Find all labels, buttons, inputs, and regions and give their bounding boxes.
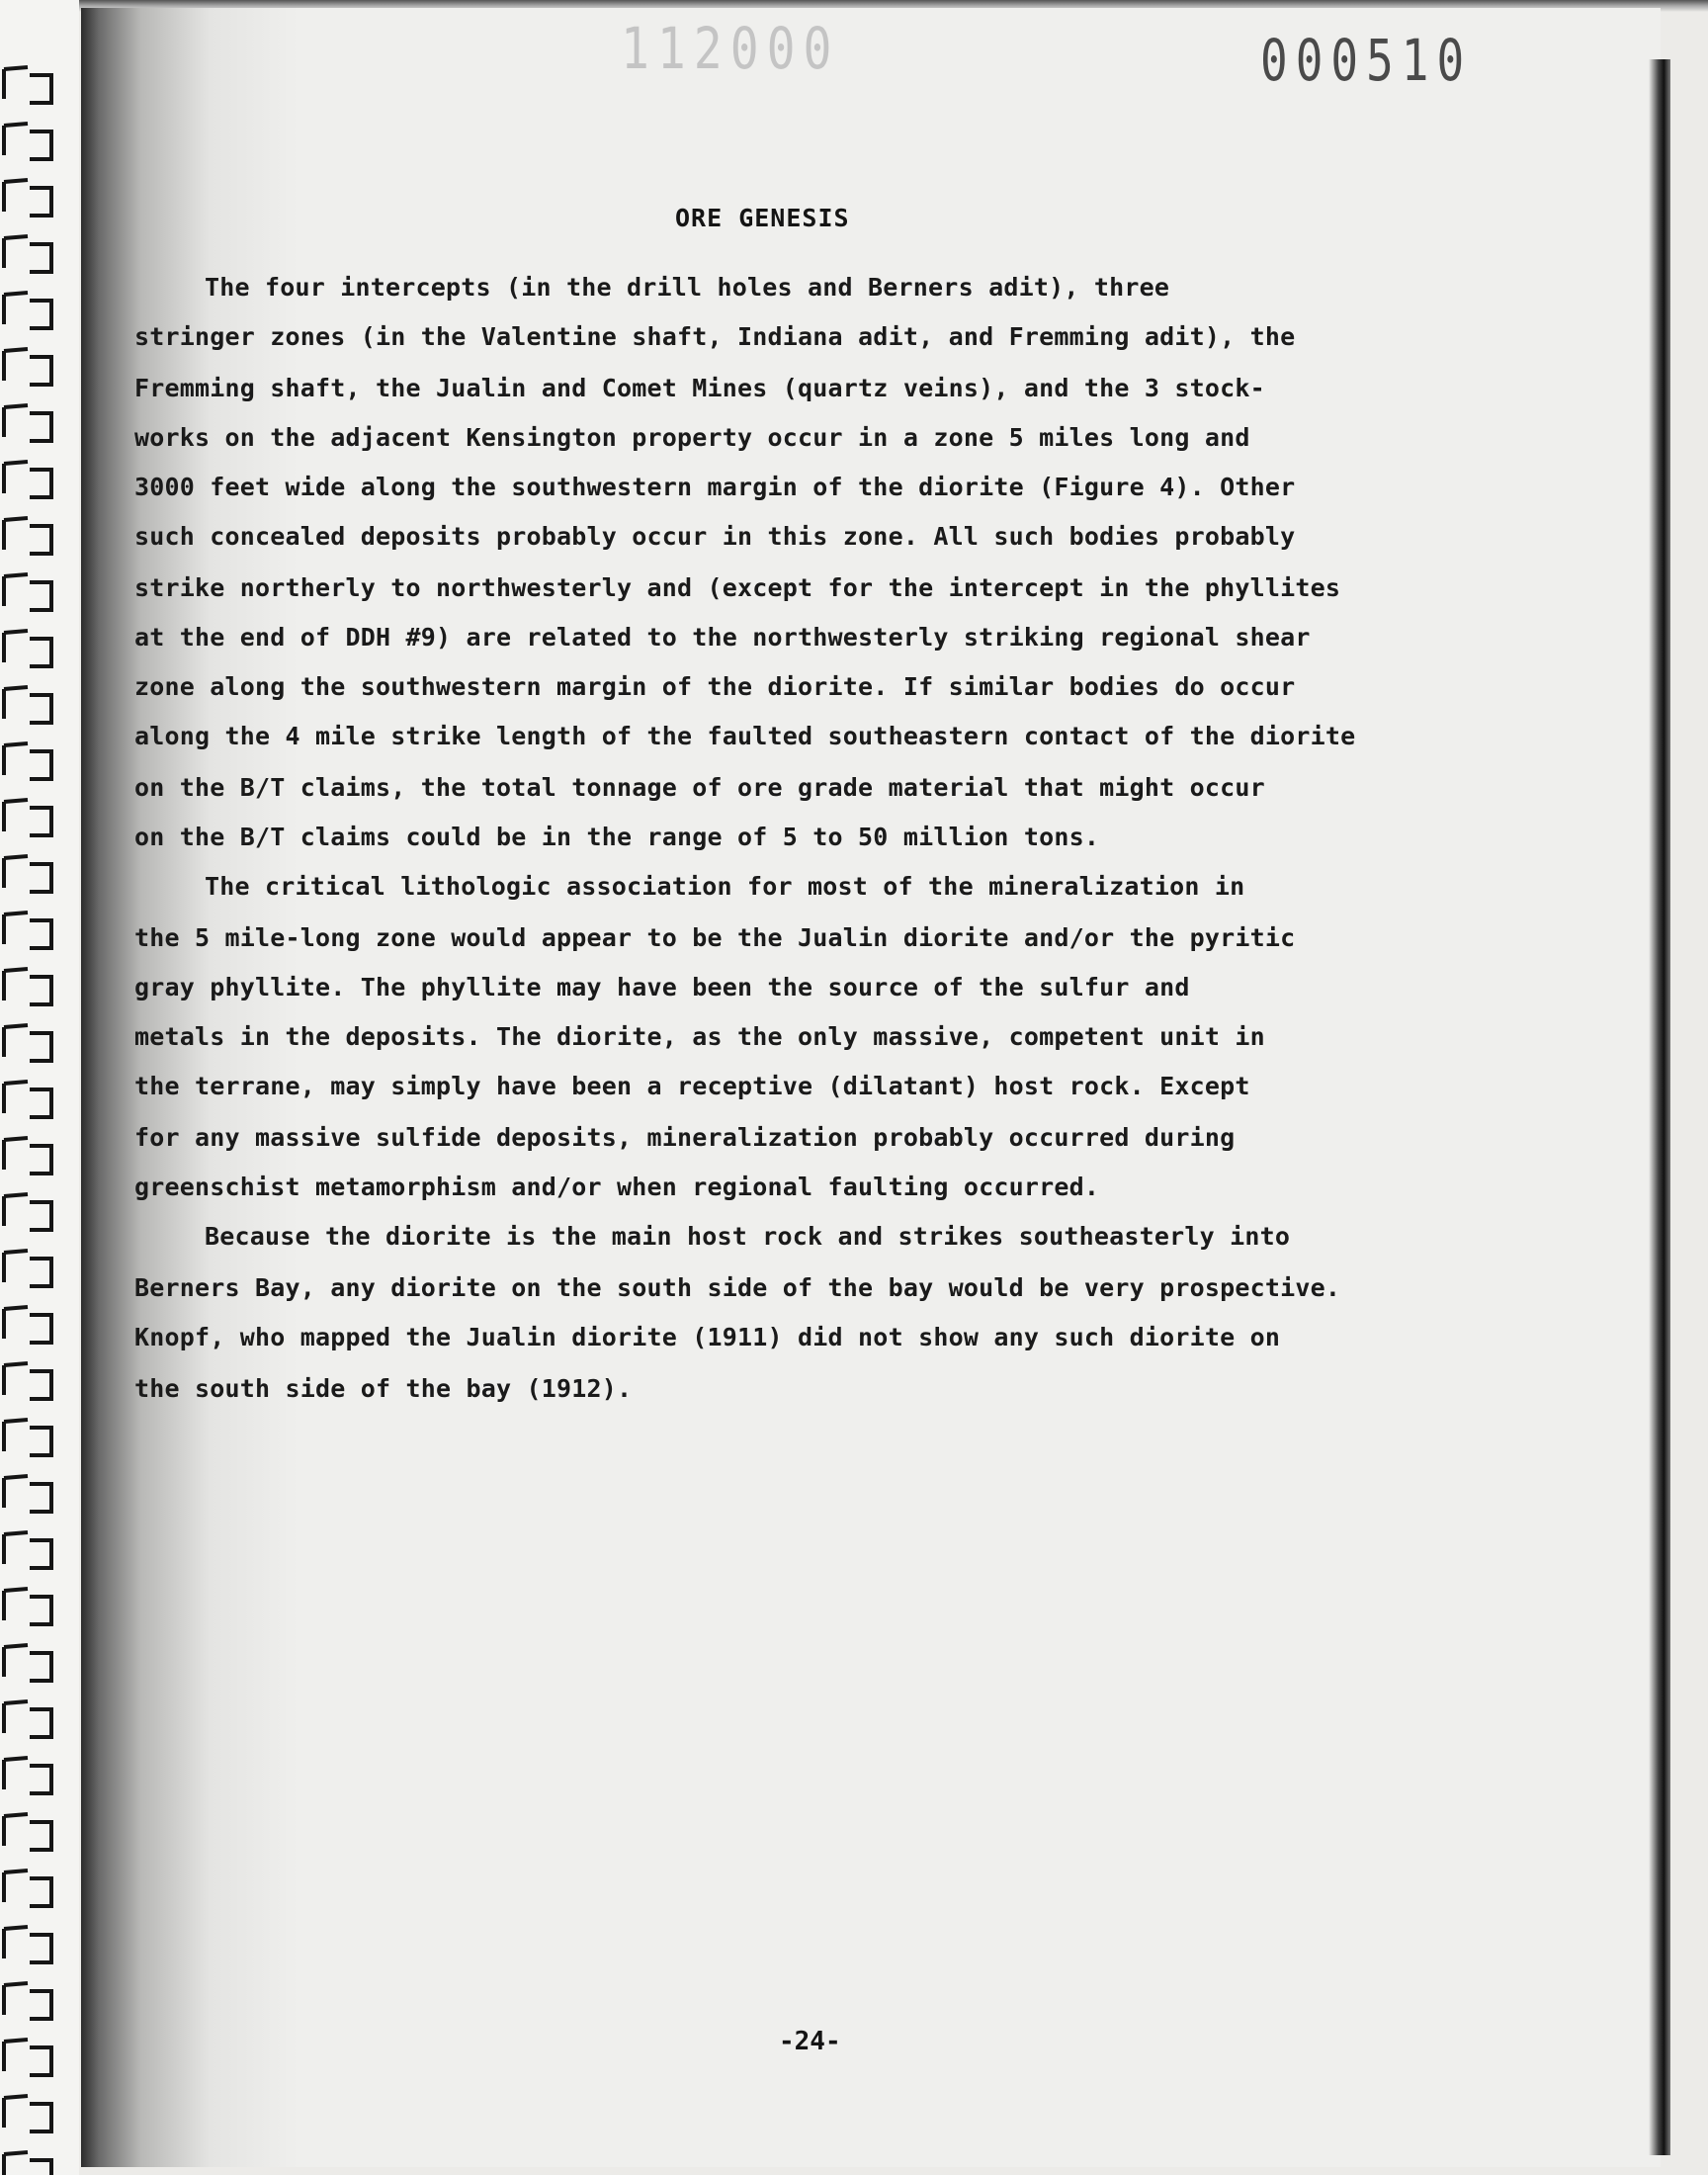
binding-ring: [4, 969, 51, 1004]
binding-ring: [4, 518, 51, 554]
binding-ring: [4, 2096, 51, 2132]
binding-ring: [4, 236, 51, 272]
text-line: the terrane, may simply have been a receptive (dilatant) host rock. Except: [134, 1072, 1250, 1100]
text-line: such concealed deposits probably occur in this zone. All such bodies probably: [134, 522, 1296, 551]
binding-ring: [4, 1532, 51, 1568]
text-line: metals in the deposits. The diorite, as the only massive, competent unit in: [134, 1022, 1265, 1051]
binding-ring: [4, 913, 51, 948]
binding-ring: [4, 1814, 51, 1850]
text-line: greenschist metamorphism and/or when regional faulting occurred.: [134, 1173, 1100, 1201]
page-number: -24-: [779, 2027, 841, 2056]
binding-ring: [4, 1138, 51, 1174]
binding-ring: [4, 405, 51, 441]
binding-ring: [4, 349, 51, 385]
binding-ring: [4, 856, 51, 892]
binding-ring: [4, 1701, 51, 1737]
binding-ring: [4, 462, 51, 497]
faint-bates-stamp: 112000: [621, 16, 840, 83]
binding-ring: [4, 1307, 51, 1343]
binding-ring: [4, 1476, 51, 1512]
text-line: The four intercepts (in the drill holes and Berners adit), three: [205, 273, 1170, 302]
binding-ring: [4, 1927, 51, 1962]
binding-ring: [4, 1983, 51, 2019]
binding-ring: [4, 1194, 51, 1230]
binding-ring: [4, 1082, 51, 1117]
text-line: Because the diorite is the main host rock and strikes southeasterly into: [205, 1222, 1291, 1251]
binding-ring: [4, 2152, 51, 2175]
text-line: works on the adjacent Kensington property occur in a zone 5 miles long and: [134, 423, 1250, 452]
text-line: 3000 feet wide along the southwestern margin of the diorite (Figure 4). Other: [134, 473, 1296, 501]
text-line: along the 4 mile strike length of the faulted southeastern contact of the diorite: [134, 722, 1356, 750]
binding-ring: [4, 1251, 51, 1286]
binding-ring: [4, 2040, 51, 2075]
binding-rings: [0, 0, 79, 2175]
text-line: at the end of DDH #9) are related to the northwesterly striking regional shear: [134, 623, 1311, 652]
binding-ring: [4, 1870, 51, 1906]
binding-ring: [4, 1645, 51, 1681]
text-line: on the B/T claims, the total tonnage of ore grade material that might occur: [134, 773, 1265, 802]
text-line: strike northerly to northwesterly and (except for the intercept in the phyllites: [134, 573, 1341, 602]
binding-ring: [4, 687, 51, 723]
text-line: the south side of the bay (1912).: [134, 1374, 633, 1403]
spiral-binding: [0, 0, 79, 2175]
text-line: stringer zones (in the Valentine shaft, Indiana adit, and Fremming adit), the: [134, 322, 1296, 351]
text-line: for any massive sulfide deposits, mineralization probably occurred during: [134, 1123, 1236, 1152]
binding-ring: [4, 1363, 51, 1399]
binding-ring: [4, 800, 51, 835]
text-line: Berners Bay, any diorite on the south side of the bay would be very prospective.: [134, 1273, 1341, 1302]
binding-ring: [4, 180, 51, 216]
binding-ring: [4, 293, 51, 328]
binding-ring: [4, 631, 51, 666]
bates-number-stamp: 000510: [1260, 27, 1473, 94]
binding-ring: [4, 743, 51, 779]
text-line: Fremming shaft, the Jualin and Comet Mines (quartz veins), and the 3 stock-: [134, 374, 1265, 402]
text-line: The critical lithologic association for most of the mineralization in: [205, 872, 1245, 901]
text-line: gray phyllite. The phyllite may have been the source of the sulfur and: [134, 973, 1190, 1001]
binding-ring: [4, 1758, 51, 1793]
text-line: Knopf, who mapped the Jualin diorite (1911) did not show any such diorite on: [134, 1323, 1281, 1351]
text-line: on the B/T claims could be in the range of 5 to 50 million tons.: [134, 823, 1100, 851]
binding-ring: [4, 67, 51, 103]
page-right-shadow: [1649, 59, 1670, 2155]
binding-ring: [4, 1420, 51, 1455]
text-line: the 5 mile-long zone would appear to be the Jualin diorite and/or the pyritic: [134, 923, 1296, 952]
binding-ring: [4, 1589, 51, 1624]
binding-ring: [4, 574, 51, 610]
binding-ring: [4, 1025, 51, 1061]
binding-ring: [4, 124, 51, 159]
text-line: zone along the southwestern margin of the diorite. If similar bodies do occur: [134, 672, 1296, 701]
section-title: ORE GENESIS: [675, 204, 850, 232]
